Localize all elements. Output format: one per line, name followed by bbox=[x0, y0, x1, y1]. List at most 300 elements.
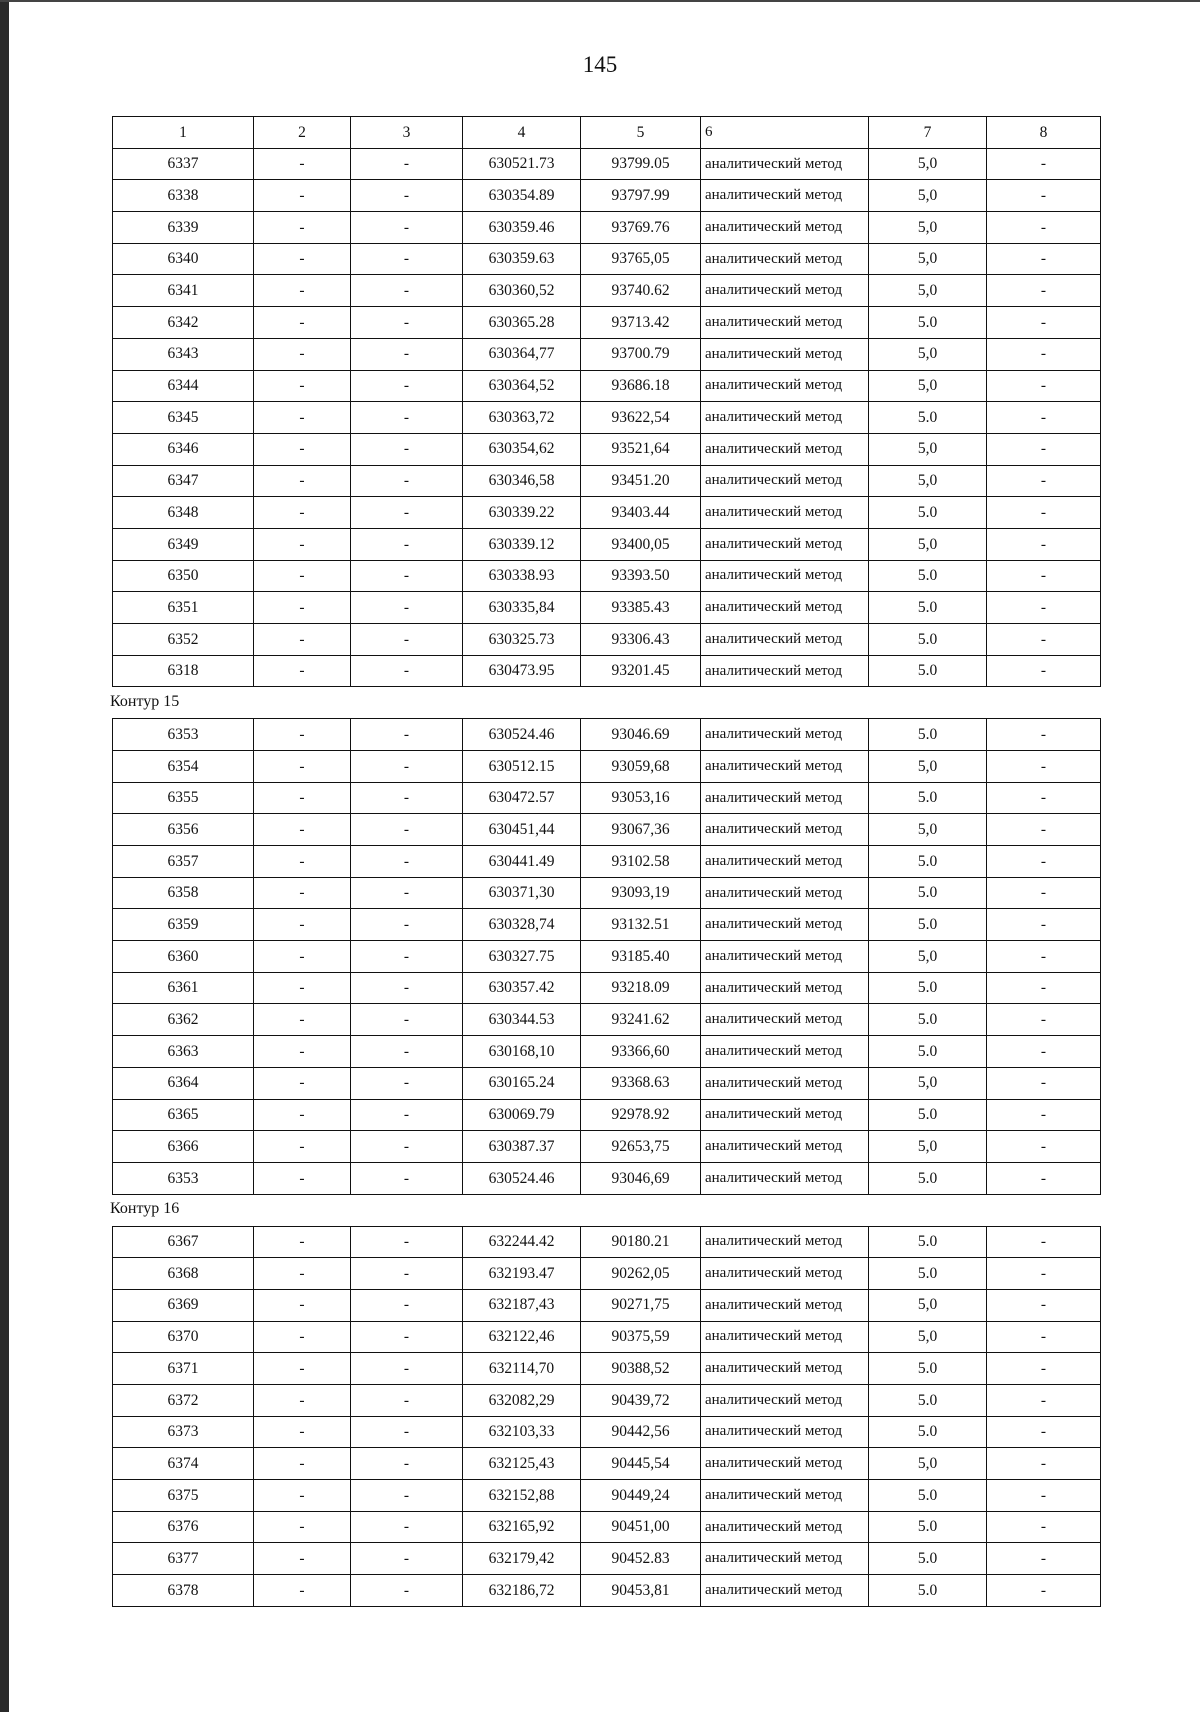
table-row bbox=[113, 528, 1101, 560]
table-row bbox=[113, 275, 1101, 307]
cell-col-3: - bbox=[351, 1131, 463, 1163]
cell-col-5: 90375,59 bbox=[581, 1321, 701, 1353]
cell-col-8: - bbox=[987, 560, 1101, 592]
cell-col-3: - bbox=[351, 402, 463, 434]
cell-col-7: 5.0 bbox=[869, 972, 987, 1004]
table-row bbox=[113, 655, 1101, 687]
cell-col-1: 6343 bbox=[113, 338, 254, 370]
cell-col-2: - bbox=[254, 846, 351, 878]
cell-col-3: - bbox=[351, 1099, 463, 1131]
cell-col-7: 5.0 bbox=[869, 560, 987, 592]
cell-col-6: аналитический метод bbox=[701, 212, 869, 244]
cell-col-5: 93046.69 bbox=[581, 719, 701, 751]
table-row bbox=[113, 497, 1101, 529]
cell-col-7: 5.0 bbox=[869, 1543, 987, 1575]
cell-col-4: 632103,33 bbox=[463, 1416, 581, 1448]
cell-col-7: 5.0 bbox=[869, 877, 987, 909]
cell-col-3: - bbox=[351, 1416, 463, 1448]
cell-col-8: - bbox=[987, 1575, 1101, 1607]
page-number: 145 bbox=[582, 52, 618, 77]
cell-col-6: аналитический метод bbox=[701, 1162, 869, 1194]
cell-col-5: 90445,54 bbox=[581, 1448, 701, 1480]
cell-col-2: - bbox=[254, 1258, 351, 1290]
cell-col-5: 93102.58 bbox=[581, 846, 701, 878]
cell-col-6: аналитический метод bbox=[701, 1131, 869, 1163]
cell-col-4: 4 bbox=[463, 117, 581, 149]
table-row bbox=[113, 1416, 1101, 1448]
cell-col-4: 632082,29 bbox=[463, 1384, 581, 1416]
cell-col-8: - bbox=[987, 1289, 1101, 1321]
cell-col-7: 5,0 bbox=[869, 750, 987, 782]
cell-col-1: 6352 bbox=[113, 624, 254, 656]
cell-col-8: - bbox=[987, 1480, 1101, 1512]
cell-col-5: 93393.50 bbox=[581, 560, 701, 592]
table-row bbox=[113, 1321, 1101, 1353]
cell-col-1: 6378 bbox=[113, 1575, 254, 1607]
cell-col-1: 6369 bbox=[113, 1289, 254, 1321]
cell-col-3: - bbox=[351, 1036, 463, 1068]
cell-col-3: - bbox=[351, 1575, 463, 1607]
cell-col-7: 5,0 bbox=[869, 1131, 987, 1163]
cell-col-8: - bbox=[987, 592, 1101, 624]
cell-col-3: - bbox=[351, 1004, 463, 1036]
cell-col-4: 630365.28 bbox=[463, 307, 581, 339]
cell-col-8: - bbox=[987, 1543, 1101, 1575]
cell-col-4: 630168,10 bbox=[463, 1036, 581, 1068]
cell-col-3: - bbox=[351, 655, 463, 687]
cell-col-7: 5,0 bbox=[869, 180, 987, 212]
cell-col-2: - bbox=[254, 1162, 351, 1194]
cell-col-4: 632114,70 bbox=[463, 1353, 581, 1385]
cell-col-8: - bbox=[987, 212, 1101, 244]
table-row bbox=[113, 1036, 1101, 1068]
cell-col-8: - bbox=[987, 972, 1101, 1004]
cell-col-3: - bbox=[351, 338, 463, 370]
cell-col-3: - bbox=[351, 1480, 463, 1512]
cell-col-2: - bbox=[254, 655, 351, 687]
cell-col-1: 6353 bbox=[113, 719, 254, 751]
table-row bbox=[113, 941, 1101, 973]
cell-col-1: 6353 bbox=[113, 1162, 254, 1194]
cell-col-1: 6358 bbox=[113, 877, 254, 909]
table-row bbox=[113, 1004, 1101, 1036]
cell-col-4: 630441.49 bbox=[463, 846, 581, 878]
cell-col-7: 5,0 bbox=[869, 370, 987, 402]
scan-edge-left bbox=[0, 0, 9, 1712]
cell-col-6: аналитический метод bbox=[701, 1321, 869, 1353]
cell-col-7: 5.0 bbox=[869, 1384, 987, 1416]
cell-col-4: 632186,72 bbox=[463, 1575, 581, 1607]
cell-col-5: 90388,52 bbox=[581, 1353, 701, 1385]
cell-col-6: аналитический метод bbox=[701, 560, 869, 592]
cell-col-4: 630335,84 bbox=[463, 592, 581, 624]
cell-col-1: 6363 bbox=[113, 1036, 254, 1068]
cell-col-5: 93799.05 bbox=[581, 148, 701, 180]
cell-col-8: - bbox=[987, 148, 1101, 180]
cell-col-7: 5,0 bbox=[869, 1321, 987, 1353]
cell-col-1: 6338 bbox=[113, 180, 254, 212]
cell-col-8: - bbox=[987, 1226, 1101, 1258]
cell-col-3: - bbox=[351, 814, 463, 846]
cell-col-5: 92653,75 bbox=[581, 1131, 701, 1163]
cell-col-6: аналитический метод bbox=[701, 1353, 869, 1385]
cell-col-8: - bbox=[987, 497, 1101, 529]
cell-col-7: 5,0 bbox=[869, 338, 987, 370]
cell-col-6: аналитический метод bbox=[701, 243, 869, 275]
cell-col-4: 630328,74 bbox=[463, 909, 581, 941]
cell-col-1: 6367 bbox=[113, 1226, 254, 1258]
cell-col-2: - bbox=[254, 1321, 351, 1353]
cell-col-8: - bbox=[987, 782, 1101, 814]
cell-col-4: 630344.53 bbox=[463, 1004, 581, 1036]
cell-col-3: - bbox=[351, 750, 463, 782]
cell-col-8: - bbox=[987, 1353, 1101, 1385]
cell-col-5: 93366,60 bbox=[581, 1036, 701, 1068]
table-row bbox=[113, 1543, 1101, 1575]
cell-col-7: 5.0 bbox=[869, 1226, 987, 1258]
cell-col-8: - bbox=[987, 750, 1101, 782]
table-row bbox=[113, 433, 1101, 465]
cell-col-8: - bbox=[987, 1384, 1101, 1416]
cell-col-7: 5,0 bbox=[869, 148, 987, 180]
cell-col-3: 3 bbox=[351, 117, 463, 149]
table-row bbox=[113, 1384, 1101, 1416]
cell-col-7: 5.0 bbox=[869, 1258, 987, 1290]
cell-col-3: - bbox=[351, 1067, 463, 1099]
table-row bbox=[113, 1448, 1101, 1480]
cell-col-6: аналитический метод bbox=[701, 782, 869, 814]
cell-col-3: - bbox=[351, 877, 463, 909]
cell-col-7: 5.0 bbox=[869, 624, 987, 656]
cell-col-4: 630327.75 bbox=[463, 941, 581, 973]
cell-col-8: - bbox=[987, 814, 1101, 846]
cell-col-8: - bbox=[987, 719, 1101, 751]
table-row bbox=[113, 1575, 1101, 1607]
cell-col-6: аналитический метод bbox=[701, 1480, 869, 1512]
cell-col-3: - bbox=[351, 782, 463, 814]
cell-col-4: 632179,42 bbox=[463, 1543, 581, 1575]
cell-col-3: - bbox=[351, 846, 463, 878]
table-row bbox=[113, 814, 1101, 846]
cell-col-3: - bbox=[351, 433, 463, 465]
cell-col-1: 6350 bbox=[113, 560, 254, 592]
table-row bbox=[113, 972, 1101, 1004]
cell-col-4: 630354.89 bbox=[463, 180, 581, 212]
cell-col-7: 5.0 bbox=[869, 402, 987, 434]
cell-col-3: - bbox=[351, 1289, 463, 1321]
cell-col-5: 93185.40 bbox=[581, 941, 701, 973]
cell-col-8: - bbox=[987, 180, 1101, 212]
cell-col-3: - bbox=[351, 624, 463, 656]
cell-col-5: 93218.09 bbox=[581, 972, 701, 1004]
cell-col-3: - bbox=[351, 1511, 463, 1543]
cell-col-1: 6337 bbox=[113, 148, 254, 180]
cell-col-6: аналитический метод bbox=[701, 402, 869, 434]
cell-col-6: аналитический метод bbox=[701, 465, 869, 497]
cell-col-5: 5 bbox=[581, 117, 701, 149]
cell-col-8: - bbox=[987, 655, 1101, 687]
table-row bbox=[113, 180, 1101, 212]
table-row bbox=[113, 1099, 1101, 1131]
table-row bbox=[113, 592, 1101, 624]
cell-col-5: 93385.43 bbox=[581, 592, 701, 624]
cell-col-3: - bbox=[351, 275, 463, 307]
cell-col-7: 5,0 bbox=[869, 1448, 987, 1480]
cell-col-2: - bbox=[254, 814, 351, 846]
cell-col-5: 93686.18 bbox=[581, 370, 701, 402]
cell-col-5: 93400,05 bbox=[581, 528, 701, 560]
cell-col-2: - bbox=[254, 433, 351, 465]
cell-col-2: - bbox=[254, 1511, 351, 1543]
cell-col-8: - bbox=[987, 877, 1101, 909]
table-row bbox=[113, 338, 1101, 370]
table-row bbox=[113, 560, 1101, 592]
cell-col-2: - bbox=[254, 941, 351, 973]
cell-col-4: 632122,46 bbox=[463, 1321, 581, 1353]
cell-col-6: аналитический метод bbox=[701, 972, 869, 1004]
cell-col-8: - bbox=[987, 1067, 1101, 1099]
cell-col-2: - bbox=[254, 1099, 351, 1131]
cell-col-5: 90453,81 bbox=[581, 1575, 701, 1607]
cell-col-6: аналитический метод bbox=[701, 655, 869, 687]
cell-col-5: 93521,64 bbox=[581, 433, 701, 465]
cell-col-8: - bbox=[987, 465, 1101, 497]
cell-col-4: 630339.22 bbox=[463, 497, 581, 529]
cell-col-4: 630387.37 bbox=[463, 1131, 581, 1163]
cell-col-6: аналитический метод bbox=[701, 148, 869, 180]
table-row bbox=[113, 243, 1101, 275]
cell-col-2: - bbox=[254, 1067, 351, 1099]
cell-col-7: 7 bbox=[869, 117, 987, 149]
cell-col-5: 93067,36 bbox=[581, 814, 701, 846]
cell-col-6: аналитический метод bbox=[701, 1036, 869, 1068]
cell-col-4: 630524.46 bbox=[463, 719, 581, 751]
cell-col-6: аналитический метод bbox=[701, 1384, 869, 1416]
cell-col-7: 5.0 bbox=[869, 1480, 987, 1512]
cell-col-8: - bbox=[987, 1448, 1101, 1480]
cell-col-7: 5.0 bbox=[869, 1511, 987, 1543]
cell-col-7: 5,0 bbox=[869, 275, 987, 307]
cell-col-4: 632152,88 bbox=[463, 1480, 581, 1512]
cell-col-5: 93740.62 bbox=[581, 275, 701, 307]
cell-col-7: 5.0 bbox=[869, 719, 987, 751]
cell-col-8: - bbox=[987, 1416, 1101, 1448]
cell-col-2: - bbox=[254, 1036, 351, 1068]
cell-col-3: - bbox=[351, 370, 463, 402]
cell-col-1: 6368 bbox=[113, 1258, 254, 1290]
cell-col-1: 6371 bbox=[113, 1353, 254, 1385]
cell-col-1: 6348 bbox=[113, 497, 254, 529]
cell-col-6: аналитический метод bbox=[701, 1511, 869, 1543]
cell-col-5: 93769.76 bbox=[581, 212, 701, 244]
table-row bbox=[113, 212, 1101, 244]
cell-col-7: 5.0 bbox=[869, 846, 987, 878]
cell-col-1: 6365 bbox=[113, 1099, 254, 1131]
cell-col-2: - bbox=[254, 275, 351, 307]
cell-col-2: - bbox=[254, 338, 351, 370]
cell-col-5: 93241.62 bbox=[581, 1004, 701, 1036]
cell-col-7: 5.0 bbox=[869, 1036, 987, 1068]
cell-col-7: 5.0 bbox=[869, 1162, 987, 1194]
cell-col-7: 5.0 bbox=[869, 1416, 987, 1448]
cell-col-7: 5,0 bbox=[869, 941, 987, 973]
cell-col-5: 90439,72 bbox=[581, 1384, 701, 1416]
cell-col-7: 5,0 bbox=[869, 465, 987, 497]
cell-col-3: - bbox=[351, 1543, 463, 1575]
cell-col-4: 630165.24 bbox=[463, 1067, 581, 1099]
cell-col-3: - bbox=[351, 465, 463, 497]
table-row bbox=[113, 1067, 1101, 1099]
cell-col-6: 6 bbox=[701, 117, 869, 149]
cell-col-5: 90262,05 bbox=[581, 1258, 701, 1290]
cell-col-2: - bbox=[254, 307, 351, 339]
cell-col-2: - bbox=[254, 1448, 351, 1480]
cell-col-4: 632187,43 bbox=[463, 1289, 581, 1321]
cell-col-4: 630325.73 bbox=[463, 624, 581, 656]
cell-col-2: - bbox=[254, 1480, 351, 1512]
cell-col-1: 6362 bbox=[113, 1004, 254, 1036]
cell-col-6: аналитический метод bbox=[701, 1416, 869, 1448]
cell-col-7: 5,0 bbox=[869, 1067, 987, 1099]
table-row bbox=[113, 1353, 1101, 1385]
table-row bbox=[113, 624, 1101, 656]
cell-col-4: 630512.15 bbox=[463, 750, 581, 782]
cell-col-6: аналитический метод bbox=[701, 624, 869, 656]
coordinates-table bbox=[112, 116, 1101, 687]
cell-col-1: 6339 bbox=[113, 212, 254, 244]
cell-col-6: аналитический метод bbox=[701, 592, 869, 624]
table-row bbox=[113, 1258, 1101, 1290]
cell-col-2: - bbox=[254, 497, 351, 529]
cell-col-2: - bbox=[254, 1289, 351, 1321]
cell-col-4: 630364,77 bbox=[463, 338, 581, 370]
cell-col-6: аналитический метод bbox=[701, 1099, 869, 1131]
cell-col-6: аналитический метод bbox=[701, 1067, 869, 1099]
cell-col-8: - bbox=[987, 370, 1101, 402]
cell-col-8: - bbox=[987, 846, 1101, 878]
table-row bbox=[113, 148, 1101, 180]
cell-col-5: 93797.99 bbox=[581, 180, 701, 212]
cell-col-2: - bbox=[254, 528, 351, 560]
cell-col-8: - bbox=[987, 338, 1101, 370]
cell-col-2: - bbox=[254, 1226, 351, 1258]
table-row bbox=[113, 1131, 1101, 1163]
cell-col-2: - bbox=[254, 877, 351, 909]
table-row bbox=[113, 1480, 1101, 1512]
cell-col-4: 630472.57 bbox=[463, 782, 581, 814]
cell-col-5: 90449,24 bbox=[581, 1480, 701, 1512]
cell-col-2: 2 bbox=[254, 117, 351, 149]
cell-col-1: 6341 bbox=[113, 275, 254, 307]
cell-col-8: - bbox=[987, 528, 1101, 560]
cell-col-3: - bbox=[351, 719, 463, 751]
cell-col-6: аналитический метод bbox=[701, 497, 869, 529]
cell-col-2: - bbox=[254, 148, 351, 180]
cell-col-2: - bbox=[254, 719, 351, 751]
cell-col-8: 8 bbox=[987, 117, 1101, 149]
table-row bbox=[113, 909, 1101, 941]
cell-col-1: 6372 bbox=[113, 1384, 254, 1416]
cell-col-2: - bbox=[254, 1543, 351, 1575]
cell-col-2: - bbox=[254, 560, 351, 592]
cell-col-4: 630473.95 bbox=[463, 655, 581, 687]
table-row bbox=[113, 750, 1101, 782]
cell-col-3: - bbox=[351, 592, 463, 624]
cell-col-2: - bbox=[254, 243, 351, 275]
cell-col-6: аналитический метод bbox=[701, 1448, 869, 1480]
cell-col-8: - bbox=[987, 1162, 1101, 1194]
cell-col-7: 5,0 bbox=[869, 528, 987, 560]
cell-col-7: 5.0 bbox=[869, 1099, 987, 1131]
cell-col-5: 93451.20 bbox=[581, 465, 701, 497]
cell-col-5: 93403.44 bbox=[581, 497, 701, 529]
cell-col-8: - bbox=[987, 1511, 1101, 1543]
cell-col-2: - bbox=[254, 624, 351, 656]
cell-col-8: - bbox=[987, 941, 1101, 973]
cell-col-4: 632125,43 bbox=[463, 1448, 581, 1480]
cell-col-8: - bbox=[987, 1099, 1101, 1131]
cell-col-1: 6342 bbox=[113, 307, 254, 339]
cell-col-4: 630451,44 bbox=[463, 814, 581, 846]
cell-col-1: 6374 bbox=[113, 1448, 254, 1480]
cell-col-6: аналитический метод bbox=[701, 180, 869, 212]
cell-col-2: - bbox=[254, 972, 351, 1004]
cell-col-7: 5,0 bbox=[869, 243, 987, 275]
cell-col-3: - bbox=[351, 180, 463, 212]
cell-col-5: 90451,00 bbox=[581, 1511, 701, 1543]
cell-col-1: 6354 bbox=[113, 750, 254, 782]
cell-col-7: 5,0 bbox=[869, 433, 987, 465]
cell-col-8: - bbox=[987, 307, 1101, 339]
cell-col-3: - bbox=[351, 212, 463, 244]
cell-col-1: 6370 bbox=[113, 1321, 254, 1353]
cell-col-1: 6364 bbox=[113, 1067, 254, 1099]
cell-col-4: 630339.12 bbox=[463, 528, 581, 560]
cell-col-1: 6373 bbox=[113, 1416, 254, 1448]
cell-col-6: аналитический метод bbox=[701, 433, 869, 465]
cell-col-2: - bbox=[254, 1416, 351, 1448]
cell-col-3: - bbox=[351, 909, 463, 941]
cell-col-8: - bbox=[987, 1036, 1101, 1068]
table-row bbox=[113, 465, 1101, 497]
cell-col-6: аналитический метод bbox=[701, 1575, 869, 1607]
cell-col-8: - bbox=[987, 1004, 1101, 1036]
cell-col-3: - bbox=[351, 528, 463, 560]
cell-col-1: 6346 bbox=[113, 433, 254, 465]
cell-col-4: 630346,58 bbox=[463, 465, 581, 497]
cell-col-8: - bbox=[987, 1258, 1101, 1290]
section-label: Контур 16 bbox=[110, 1199, 180, 1217]
cell-col-4: 630521.73 bbox=[463, 148, 581, 180]
cell-col-2: - bbox=[254, 1353, 351, 1385]
cell-col-1: 6375 bbox=[113, 1480, 254, 1512]
cell-col-4: 630359.63 bbox=[463, 243, 581, 275]
cell-col-1: 6349 bbox=[113, 528, 254, 560]
cell-col-2: - bbox=[254, 1131, 351, 1163]
cell-col-7: 5.0 bbox=[869, 497, 987, 529]
cell-col-2: - bbox=[254, 370, 351, 402]
cell-col-8: - bbox=[987, 275, 1101, 307]
cell-col-6: аналитический метод bbox=[701, 877, 869, 909]
cell-col-7: 5.0 bbox=[869, 1575, 987, 1607]
cell-col-8: - bbox=[987, 243, 1101, 275]
cell-col-5: 93306.43 bbox=[581, 624, 701, 656]
cell-col-1: 6344 bbox=[113, 370, 254, 402]
cell-col-5: 93046,69 bbox=[581, 1162, 701, 1194]
table-row bbox=[113, 1226, 1101, 1258]
cell-col-7: 5,0 bbox=[869, 1289, 987, 1321]
cell-col-5: 93765,05 bbox=[581, 243, 701, 275]
